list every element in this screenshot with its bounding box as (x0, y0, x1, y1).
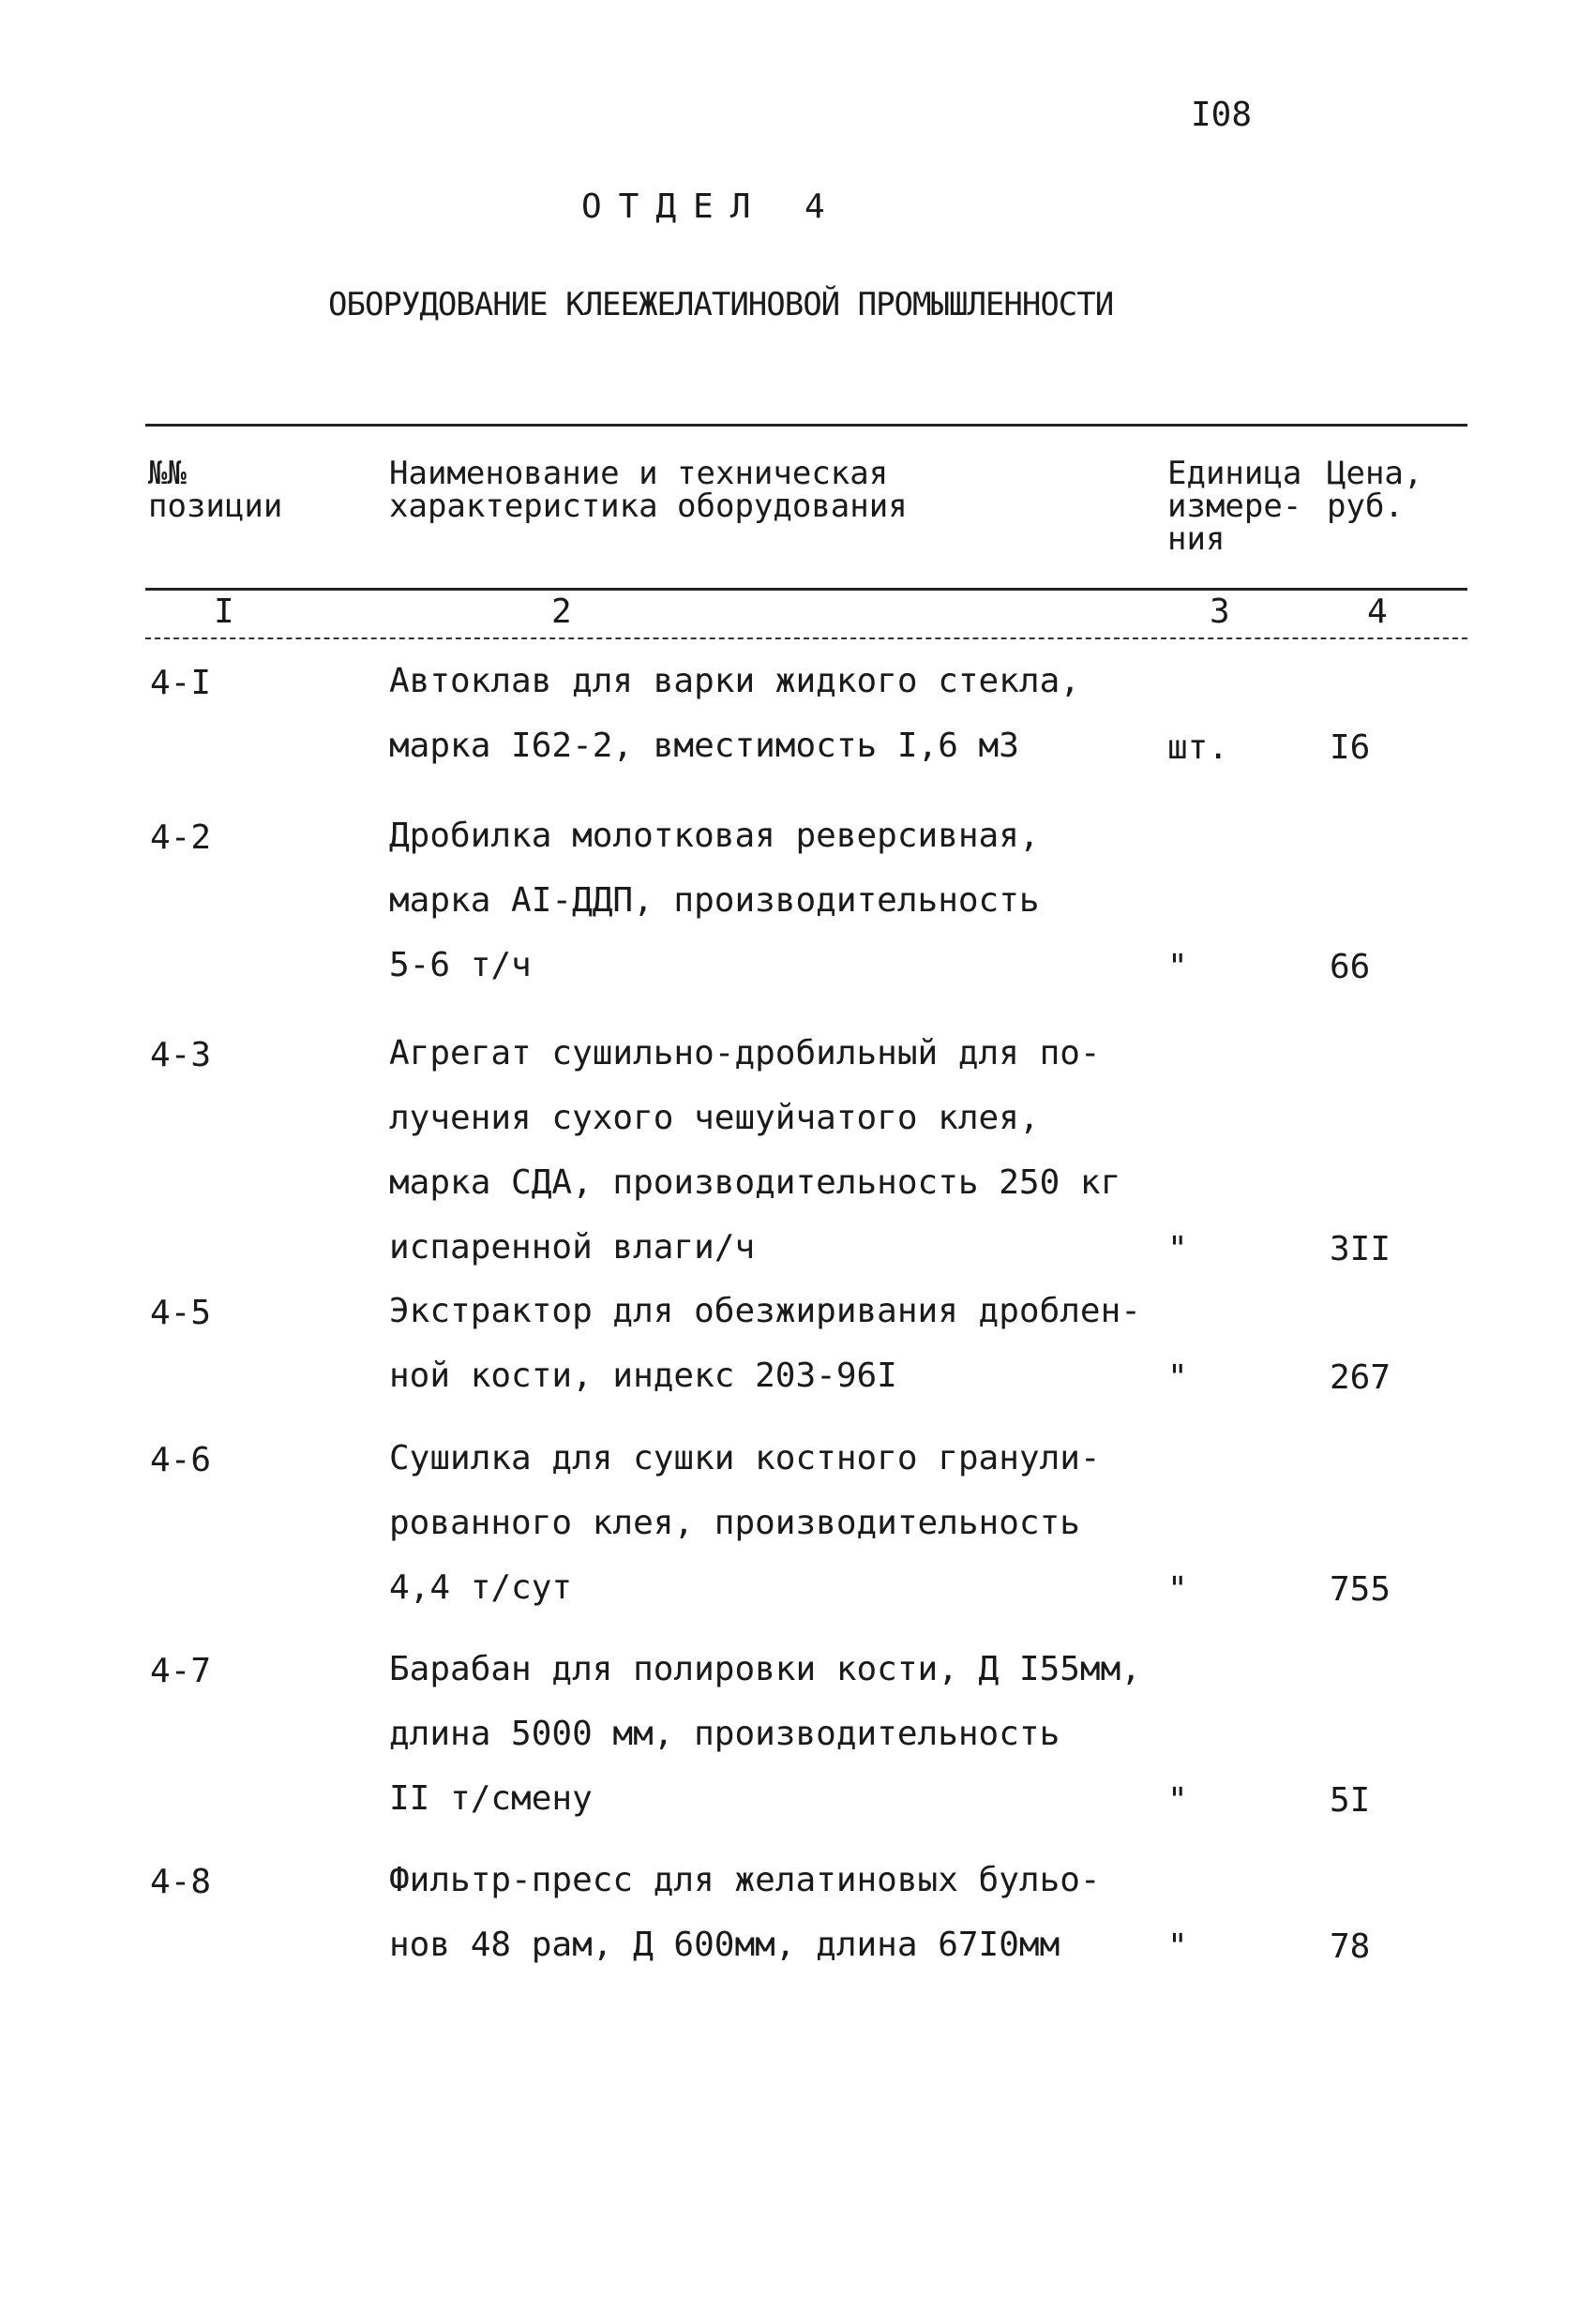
price: 755 (1330, 1570, 1391, 1609)
position-code: 4-2 (150, 818, 212, 857)
table-top-rule (145, 424, 1467, 427)
description-line: II т/смену (389, 1779, 593, 1818)
description-line: Агрегат сушильно-дробильный для по- (389, 1034, 1101, 1072)
price: 66 (1330, 948, 1371, 986)
equipment-description (389, 803, 1040, 997)
description-line: Дробилка молотковая реверсивная, (389, 817, 1040, 855)
description-line: 4,4 т/сут (389, 1568, 573, 1607)
position-code: 4-5 (150, 1294, 212, 1332)
unit-of-measure: " (1167, 948, 1188, 986)
description-line: Фильтр-пресс для желатиновых бульо- (389, 1861, 1101, 1899)
position-code: 4-7 (150, 1652, 212, 1690)
position-code: 4-I (150, 664, 212, 702)
column-number-2: 2 (551, 592, 572, 631)
description-line: длина 5000 мм, производительность (389, 1715, 1060, 1753)
description-line: лучения сухого чешуйчатого клея, (389, 1099, 1040, 1137)
equipment-description (389, 649, 1080, 778)
description-line: рованного клея, производительность (389, 1504, 1080, 1542)
equipment-description (389, 1279, 1141, 1408)
page-number: I08 (1191, 96, 1253, 134)
description-line: нов 48 рам, Д 600мм, длина 67I0мм (389, 1926, 1060, 1964)
equipment-description (389, 1637, 1141, 1831)
position-code: 4-6 (150, 1441, 212, 1479)
description-line: 5-6 т/ч (389, 946, 532, 984)
equipment-description (389, 1426, 1101, 1620)
description-line: марка СДА, производительность 250 кг (389, 1163, 1121, 1202)
description-line: марка I62-2, вместимость I,6 м3 (389, 727, 1019, 765)
description-line: марка AI-ДДП, производительность (389, 881, 1040, 920)
position-code: 4-8 (150, 1863, 212, 1901)
equipment-description (389, 1021, 1120, 1280)
price: 267 (1330, 1358, 1391, 1397)
price: 78 (1330, 1927, 1371, 1966)
unit-of-measure: " (1167, 1570, 1188, 1609)
unit-of-measure: " (1167, 1358, 1188, 1397)
header-price: Цена, руб. (1327, 455, 1423, 525)
description-line: испаренной влаги/ч (389, 1228, 756, 1267)
unit-of-measure: " (1167, 1927, 1188, 1966)
description-line: Сушилка для сушки костного гранули- (389, 1439, 1101, 1477)
price: I6 (1330, 728, 1371, 767)
description-line: Экстрактор для обезжиривания дроблен- (389, 1292, 1141, 1330)
price: 5I (1330, 1781, 1371, 1820)
description-line: ной кости, индекс 203-96I (389, 1357, 897, 1395)
section-title: ОТДЕЛ 4 (581, 187, 842, 226)
header-bottom-rule (145, 588, 1467, 591)
position-code: 4-3 (150, 1036, 212, 1074)
column-numbers-rule (145, 637, 1467, 639)
equipment-description (389, 1848, 1101, 1977)
unit-of-measure: " (1167, 1230, 1188, 1268)
column-number-3: 3 (1210, 592, 1230, 631)
column-number-4: 4 (1367, 592, 1388, 631)
description-line: Барабан для полировки кости, Д I55мм, (389, 1650, 1141, 1688)
header-position: №№ позиции (148, 455, 283, 525)
unit-of-measure: " (1167, 1781, 1188, 1820)
description-line: Автоклав для варки жидкого стекла, (389, 662, 1080, 700)
header-name: Наименование и техническая характеристика оборудования (389, 455, 908, 525)
header-unit: Единица измере- ния (1167, 455, 1302, 558)
subtitle: ОБОРУДОВАНИЕ КЛЕЕЖЕЛАТИНОВОЙ ПРОМЫШЛЕННОСТИ (328, 286, 1114, 323)
price: 3II (1330, 1230, 1391, 1268)
unit-of-measure: шт. (1167, 728, 1229, 767)
column-number-1: I (214, 592, 234, 631)
